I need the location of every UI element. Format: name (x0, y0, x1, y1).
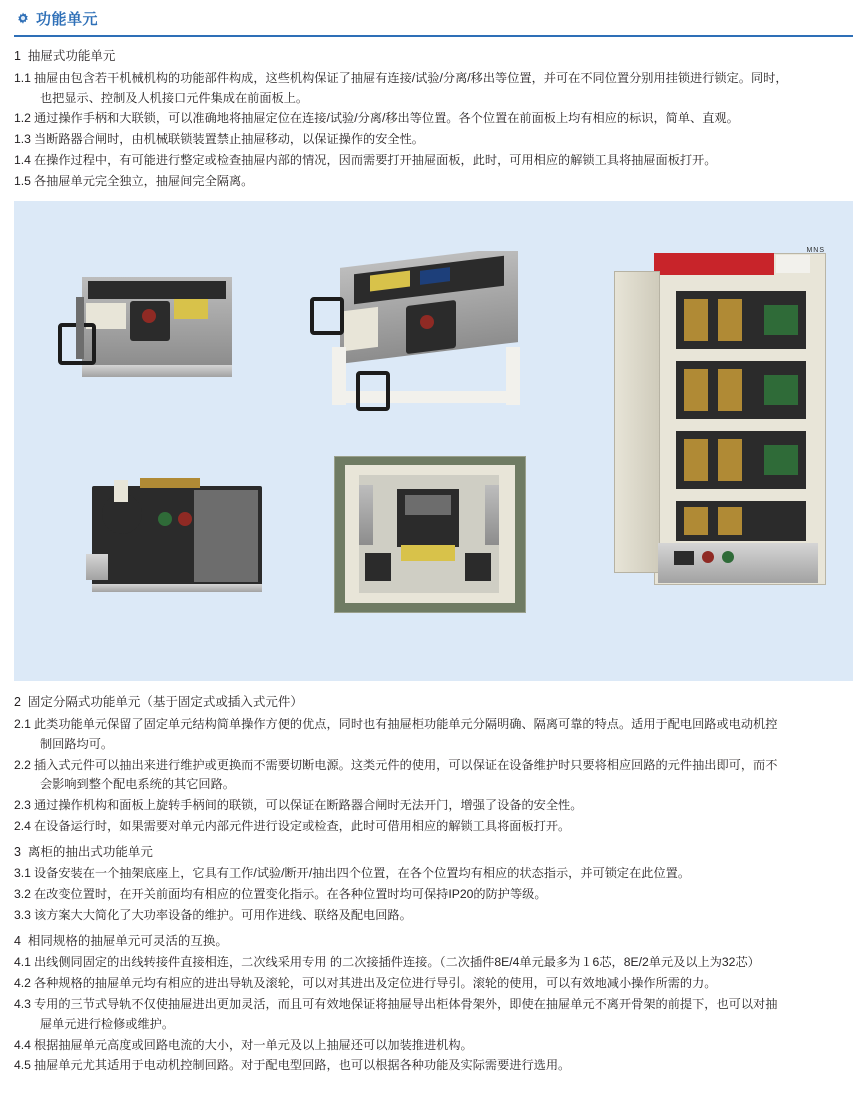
paragraph (14, 906, 853, 926)
paragraph (14, 974, 853, 994)
paragraph (14, 1036, 853, 1056)
section-number: 1 (14, 49, 21, 63)
paragraph-index: 1.1 (14, 70, 31, 85)
paragraph-text: 设备安装在一个抽架底座上，它具有工作/试验/断开/抽出四个位置，在各个位置均有相应的状态指示，并可锁定在此位置。 (33, 866, 691, 881)
section-title: 抽屉式功能单元 (27, 49, 116, 63)
gear-icon (16, 12, 30, 26)
paragraph-index: 1.2 (14, 111, 31, 126)
paragraph-index: 1.4 (14, 152, 31, 167)
section-number: 3 (14, 844, 21, 859)
paragraph-continuation: 屉单元进行检修或维护。 (40, 1016, 175, 1031)
paragraph-text: 根据抽屉单元高度或回路电流的大小，对一单元及以上抽屉还可以加装推进机构。 (33, 1037, 473, 1052)
product-photo-figure (14, 201, 853, 681)
paragraph (14, 151, 853, 171)
section-title: 固定分隔式功能单元（基于固定式或插入式元件） (27, 695, 303, 710)
paragraph-index: 3.2 (14, 887, 31, 902)
paragraph (14, 995, 853, 1035)
paragraph-index: 2.3 (14, 798, 31, 813)
photo-drawer-unit-front-panel (74, 476, 279, 596)
page-title: 功能单元 (36, 11, 99, 28)
cabinet-brand-label: MNS (806, 247, 825, 255)
section-heading (14, 47, 853, 66)
paragraph-continuation: 也把显示、控制及人机接口元件集成在前面板上。 (40, 90, 309, 105)
paragraph-text: 抽屉单元尤其适用于电动机控制回路。对于配电型回路，也可以根据各种功能及实际需要进行选用。 (33, 1058, 571, 1073)
paragraph-text: 在操作过程中，有可能进行整定或检查抽屉内部的情况，因而需要打开抽屉面板，此时，可用相应的解锁工具将抽屉面板打开。 (33, 152, 717, 167)
paragraph-text: 此类功能单元保留了固定单元结构简单操作方便的优点，同时也有抽屉柜功能单元分隔明确、隔离可靠的特点。适用于配电回路或电动机控 (33, 717, 778, 732)
photo-drawer-unit-top-view (310, 251, 555, 411)
paragraph-text: 各种规格的抽屉单元均有相应的进出导轨及滚轮，可以对其进出及定位进行导引。滚轮的使用，可以有效地减小操作所需的力。 (33, 976, 717, 991)
paragraph-index: 1.3 (14, 132, 31, 147)
paragraph-text: 该方案大大简化了大功率设备的维护。可用作进线、联络及配电回路。 (33, 907, 412, 922)
paragraph-continuation: 会影响到整个配电系统的其它回路。 (40, 777, 235, 792)
page-header (14, 6, 853, 37)
paragraph-text: 插入式元件可以抽出来进行维护或更换而不需要切断电源。这类元件的使用，可以保证在设备维护时只要将相应回路的元件抽出即可，而不 (33, 757, 778, 772)
paragraph (14, 817, 853, 837)
section-heading (14, 843, 853, 862)
paragraph-index: 4.5 (14, 1058, 31, 1073)
paragraph-index: 1.5 (14, 173, 31, 188)
photo-drawer-unit-open-left (56, 267, 261, 387)
photo-mns-switchgear-cabinet (614, 243, 829, 588)
paragraph-continuation: 制回路均可。 (40, 736, 114, 751)
paragraph (14, 864, 853, 884)
paragraph (14, 885, 853, 905)
paragraph-text: 在设备运行时，如果需要对单元内部元件进行设定或检查，此时可借用相应的解锁工具将面板打开。 (33, 818, 571, 833)
paragraph (14, 953, 853, 973)
paragraph-text: 出线侧同固定的出线转接件直接相连，二次线采用专用 的二次接插件连接。（二次插件8E/4单元最多为１6芯，8E/2单元及以上为32芯） (33, 955, 760, 970)
paragraph-text: 专用的三节式导轨不仅使抽屉进出更加灵活，而且可有效地保证将抽屉导出柜体骨架外，即使在抽屉单元不离开骨架的前提下，也可以对抽 (33, 997, 778, 1012)
section-number: 2 (14, 695, 21, 710)
paragraph (14, 796, 853, 816)
section-title: 相同规格的抽屉单元可灵活的互换。 (27, 933, 228, 948)
paragraph (14, 69, 853, 109)
paragraph-index: 4.1 (14, 955, 31, 970)
paragraph-text: 当断路器合闸时，由机械联锁装置禁止抽屉移动，以保证操作的安全性。 (33, 132, 424, 147)
paragraph (14, 130, 853, 150)
paragraph-index: 4.4 (14, 1037, 31, 1052)
paragraph (14, 1056, 853, 1076)
paragraph-text: 通过操作手柄和大联锁，可以准确地将抽屉定位在连接/试验/分离/移出等位置。各个位置在前面板上均有相应的标识，简单、直观。 (33, 111, 739, 126)
section-heading (14, 932, 853, 951)
paragraph (14, 756, 853, 796)
photo-contactor-compartment (334, 456, 526, 613)
paragraph-index: 3.1 (14, 866, 31, 881)
paragraph-index: 2.2 (14, 757, 31, 772)
section-title: 离柜的抽出式功能单元 (27, 844, 153, 859)
paragraph-text: 在改变位置时，在开关前面均有相应的位置变化指示。在各种位置时均可保持IP20的防护等级。 (33, 887, 547, 902)
paragraph-index: 4.2 (14, 976, 31, 991)
paragraph (14, 109, 853, 129)
paragraph-index: 3.3 (14, 907, 31, 922)
paragraph (14, 715, 853, 755)
paragraph-text: 抽屉由包含若干机械机构的功能部件构成，这些机构保证了抽屉有连接/试验/分离/移出等位置，并可在不同位置分别用挂锁进行锁定。同时， (33, 70, 788, 85)
paragraph-text: 各抽屉单元完全独立，抽屉间完全隔离。 (33, 173, 254, 188)
paragraph (14, 172, 853, 192)
paragraph-index: 2.4 (14, 818, 31, 833)
paragraph-index: 2.1 (14, 717, 31, 732)
paragraph-index: 4.3 (14, 997, 31, 1012)
paragraph-text: 通过操作机构和面板上旋转手柄间的联锁，可以保证在断路器合闸时无法开门，增强了设备的安全性。 (33, 798, 583, 813)
section-heading (14, 693, 853, 712)
section-number: 4 (14, 933, 21, 948)
